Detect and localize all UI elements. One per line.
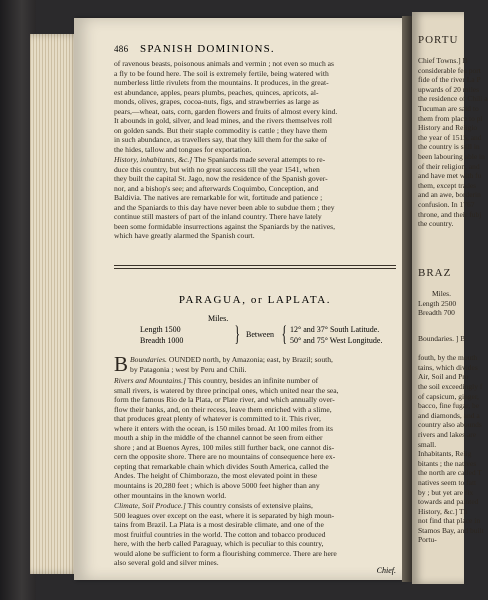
right-brace-icon: { <box>281 321 287 346</box>
right-text-line: bitants ; the natives <box>418 458 477 468</box>
text-line: which have greatly alarmed the Spanish court. <box>114 231 255 241</box>
text-line: shore ; and at Buenos Ayres, 100 miles still further back, one cannot dis- <box>114 442 335 452</box>
text-line: OUNDED north, by Amazonia; east, by Brazil; south, <box>168 355 333 364</box>
right-page-section-title: BRAZ <box>418 267 452 279</box>
right-text-line: Stamos Bay, and built <box>418 525 484 535</box>
text-line: This country consists of extensive plains, <box>185 501 313 510</box>
right-text-line: confusion. In 1767 <box>418 199 475 209</box>
text-line: form the famous Rio de la Plata, or Plate river, and which annually over- <box>114 395 335 405</box>
right-text-line: been labouring able in <box>418 151 485 161</box>
text-line: by Patagonia ; west by Peru and Chili. <box>130 364 247 374</box>
right-text-line: country also abounds <box>418 420 482 430</box>
text-line: Baldivia. The natives are remarkable for wit, fortitude and patience ; <box>114 193 323 203</box>
text-line: monds, olives, grapes, cocoa-nuts, figs, and strawberries as large as <box>114 97 319 107</box>
right-text-line: by ; but yet are fix <box>418 487 474 497</box>
text-line: The Spaniards made several attempts to re- <box>194 155 326 164</box>
right-page-upper-text <box>418 56 488 229</box>
paragraph-heading: Rivers and Mountains.] <box>114 376 186 385</box>
history-paragraph <box>114 155 396 241</box>
right-page-extent <box>418 289 456 318</box>
right-text-line: History, &c.] Th <box>418 506 468 516</box>
catchword: Chief. <box>376 566 396 575</box>
right-text-line: Chief Towns.] B <box>418 56 468 65</box>
right-text-line: the country. <box>418 219 454 229</box>
text-line: where it enters with the ocean, is 150 miles broad. At 100 miles from its <box>114 423 333 433</box>
page-number: 486 <box>114 44 129 54</box>
right-text-line: Boundaries. ] B <box>418 334 466 343</box>
text-line: a fly to be found here. The soil is extremely fertile, being watered with <box>114 68 329 78</box>
right-page-header: PORTU <box>418 34 459 46</box>
text-line: the hides, tallow and tongues for exportation. <box>114 144 252 154</box>
right-text-line: History and Religio <box>418 123 478 133</box>
text-line: It abounds in gold, silver, and lead mines, and the rivers themselves roll <box>114 116 332 126</box>
right-text-line <box>418 344 484 354</box>
right-text-line: considerable fea port <box>418 65 481 75</box>
text-line: most fruitful countries in the world. The cotton and tobacco produced <box>114 529 326 539</box>
section-title: PARAGUA, or LAPLATA. <box>178 294 332 306</box>
text-line: est abundance, apples, pears plumbs, peaches, quinces, apricots, al- <box>114 87 319 97</box>
text-line: they built the capital St. Jago, now the residence of the Spanish gover- <box>114 174 328 184</box>
text-line: here, with the herb called Paraguay, which is peculiar to this country, <box>114 539 324 549</box>
drop-cap: B <box>114 352 129 376</box>
between-label: Between <box>246 330 274 339</box>
right-text-line: fouth, by the mouth <box>418 353 478 363</box>
rivers-paragraph <box>114 376 396 500</box>
right-text-line: of capsicum, ginger, <box>418 391 479 401</box>
text-line: pears,—wheat, oats, corn, garden flowers and fruits of almost every kind. <box>114 106 338 116</box>
text-line: and the Spaniards to this day have never been able to subdue them ; they <box>114 202 335 212</box>
right-text-line: tains, which divides <box>418 362 478 372</box>
right-text-line: Tucuman are said to <box>418 103 479 113</box>
history-heading: History, inhabitants, &c.] <box>114 155 193 164</box>
breadth-value: Breadth 1000 <box>140 336 184 345</box>
right-text-line: bacco, fine fugar, be <box>418 401 480 411</box>
text-line: mountains is 20,280 feet ; which is above 5000 feet higher than any <box>114 481 320 491</box>
right-text-line: towards and painted <box>418 497 479 507</box>
right-text-line: of their religion, and <box>418 161 480 171</box>
text-line: other mountains in the known world. <box>114 490 227 500</box>
right-text-line: and have met with fu <box>418 171 482 181</box>
latitude-range: 12° and 37° South Latitude. <box>290 325 380 334</box>
right-page-lower-text <box>418 334 484 545</box>
right-text-line: fide of the river La P <box>418 75 481 85</box>
boundaries-heading: Boundaries. <box>130 355 167 364</box>
right-text-line: the residence of Chili a <box>418 94 488 104</box>
left-brace-icon: } <box>234 321 240 346</box>
right-text-line: them, except trades <box>418 180 477 190</box>
text-line: in such abundance, as travellers say, that they kill them for the sake of <box>114 135 327 145</box>
paragraph-heading: Climate, Soil Produce.] <box>114 501 186 510</box>
text-line: 500 leagues over except on the east, where it is separated by high moun- <box>114 510 335 520</box>
text-line: cern the opposite shore. There are no mountains of consequence here ex- <box>114 452 336 462</box>
text-line: cepting that remarkable chain which divides South America, called the <box>114 461 329 471</box>
right-page <box>412 12 488 584</box>
right-text-line: rivers and lakes are <box>418 429 477 439</box>
section-rule-top <box>114 265 396 266</box>
right-text-line: the soil exceedingly f <box>418 381 483 391</box>
text-line: would alone be sufficient to form a flourishing commerce. There are here <box>114 548 337 558</box>
text-line: mouth a ship in the middle of the channel cannot be seen from either <box>114 433 323 443</box>
text-line: been some formidable insurrections against the Spaniards by the natives, <box>114 221 336 231</box>
right-text-line: not find that place in <box>418 516 481 526</box>
climate-paragraph <box>114 501 396 568</box>
right-length: Length 2500 <box>418 298 457 308</box>
page-header <box>114 44 396 58</box>
text-line: numberless little rivulets from the mountains. It produces, in the great- <box>114 78 329 88</box>
opening-paragraph <box>114 59 396 154</box>
right-breadth: Breadth 700 <box>418 308 455 318</box>
right-text-line: them from place to pl <box>418 113 483 123</box>
section-rule-bottom <box>114 268 396 269</box>
right-text-line: the year of 1515, and <box>418 132 482 142</box>
right-text-line: throne, and their fubj <box>418 209 482 219</box>
text-line: This country, besides an infinite number of <box>185 376 319 385</box>
right-text-line: natives seem to fatt <box>418 477 477 487</box>
text-line: on golden sands. But their staple commodity is cattle ; they have them <box>114 125 328 135</box>
right-text-line: the country is still in <box>418 142 480 152</box>
text-line: flow their banks, and, on their recess, leave them enriched with a slime, <box>114 404 332 414</box>
text-line: nor, and a bishop's see; and afterwards Coquimbo, Conception, and <box>114 183 319 193</box>
text-line: tains from Brazil. La Plata is a most desirable climate, and one of the <box>114 520 324 530</box>
right-text-line: small. <box>418 439 437 449</box>
right-text-line: and an awe, borderin <box>418 190 481 200</box>
text-line: small rivers, is watered by three principal ones, which united near the sea, <box>114 385 339 395</box>
text-line: of ravenous beasts, poisonous animals and vermin ; not even so much as <box>114 59 334 68</box>
right-text-line: Portu- <box>418 535 437 545</box>
right-miles-label: Miles. <box>432 289 451 298</box>
miles-label: Miles. <box>208 314 229 323</box>
running-head: SPANISH DOMINIONS. <box>140 43 275 55</box>
right-text-line: the north are called T <box>418 468 482 478</box>
text-line: that produces great plenty of whatever is committed to it. This river, <box>114 414 321 424</box>
right-text-line: Inhabitants, Relig <box>418 449 472 459</box>
text-line: Andes. The height of Chimborazo, the most elevated point in these <box>114 471 318 481</box>
text-line: continue still masters of part of the inland country. There have lately <box>114 212 322 222</box>
left-page <box>74 18 404 580</box>
length-value: Length 1500 <box>140 325 181 334</box>
text-line: also several gold and silver mines. <box>114 558 219 568</box>
right-text-line: Air, Soil and Pro <box>418 372 469 382</box>
text-line: duce this country, but with no great success till the year 1541, when <box>114 164 320 174</box>
longitude-range: 50° and 75° West Longitude. <box>290 336 383 345</box>
right-text-line: and diamonds, and a <box>418 410 480 420</box>
right-text-line: upwards of 20 miles <box>418 84 480 94</box>
boundaries-paragraph <box>114 352 396 376</box>
